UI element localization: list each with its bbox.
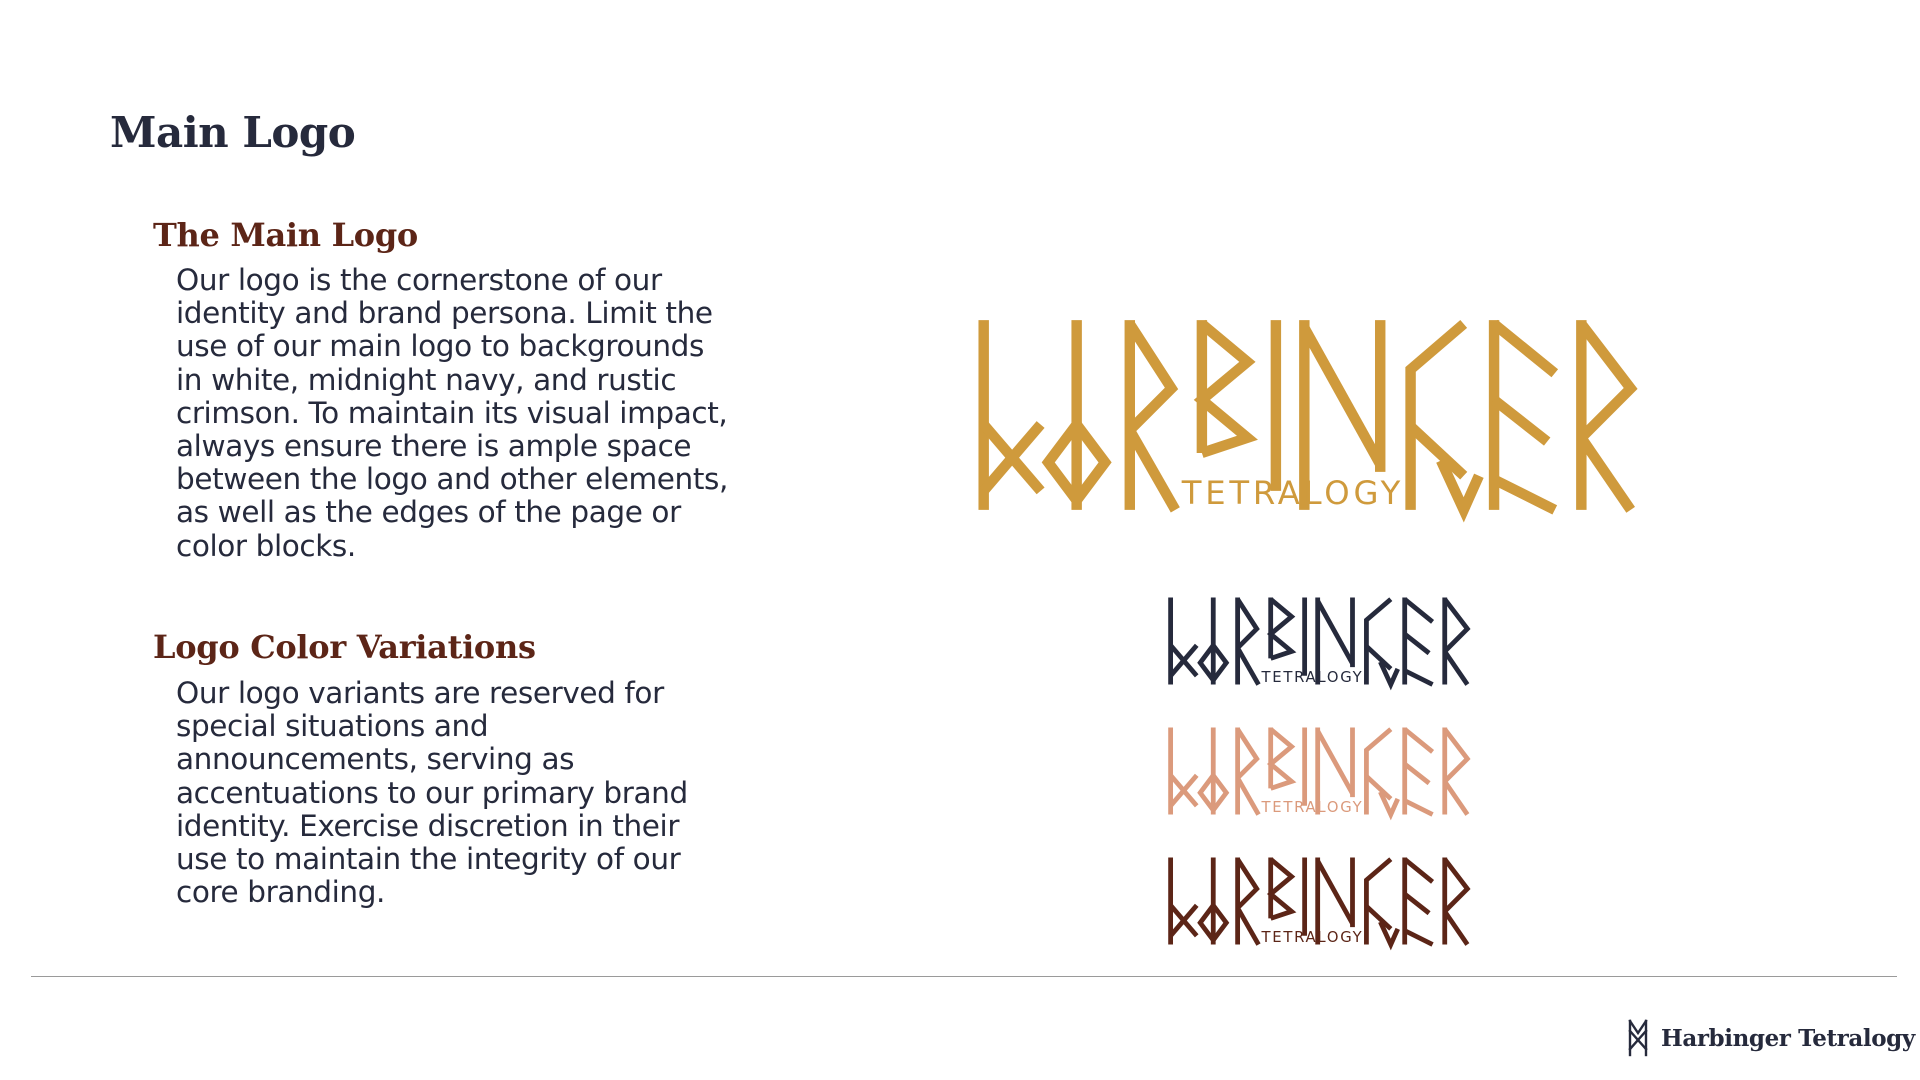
footer-brand — [1627, 1018, 1915, 1058]
logo-variant-navy — [1168, 597, 1490, 685]
footer-divider — [31, 976, 1897, 977]
page-title: Main Logo — [110, 108, 356, 157]
logo-variant-crimson-subtitle: TETRALOGY — [1261, 928, 1364, 946]
main-logo-subtitle: TETRALOGY — [1181, 474, 1405, 513]
main-logo-description: Our logo is the cornerstone of our identity and brand persona. Limit the use of our main logo to backgrounds in white, midnight navy, and rustic crimson. To maintain its visual impact, always ensure there is ample space between the logo and other elements, as well as the edges of the page or color blocks. — [176, 263, 728, 563]
logo-variant-peach-subtitle: TETRALOGY — [1261, 798, 1364, 816]
logo-variant-navy-wordmark — [1168, 597, 1490, 685]
color-variations-heading: Logo Color Variations — [153, 628, 536, 666]
logo-variant-navy-subtitle: TETRALOGY — [1261, 668, 1364, 686]
logo-variant-crimson — [1168, 857, 1490, 945]
color-variations-description: Our logo variants are reserved for special situations and announcements, serving as accentuations to our primary brand identity. Exercise discretion in their use to maintain the integrity of our core branding. — [176, 676, 688, 910]
logo-variant-peach — [1168, 727, 1490, 815]
main-logo-wordmark — [978, 320, 1680, 513]
footer-brand-name: Harbinger Tetralogy — [1661, 1024, 1915, 1052]
logo-variant-crimson-wordmark — [1168, 857, 1490, 945]
harbinger-rune-icon — [1627, 1019, 1649, 1057]
main-logo-heading: The Main Logo — [153, 216, 418, 254]
logo-variant-peach-wordmark — [1168, 727, 1490, 815]
main-logo — [978, 320, 1680, 513]
